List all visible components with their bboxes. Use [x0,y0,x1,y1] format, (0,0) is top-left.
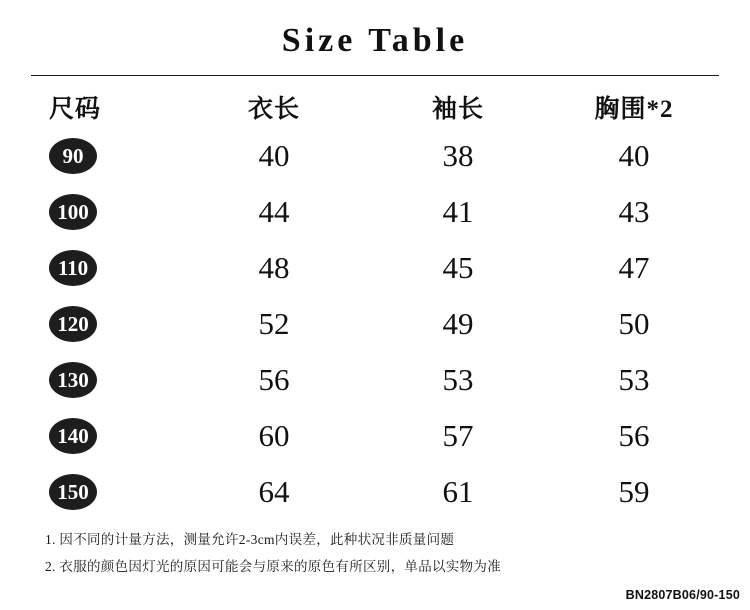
note-measurement: 1. 因不同的计量方法，测量允许2-3cm内误差，此种状况非质量问题 [45,532,455,548]
cell-sleeve [367,362,549,398]
value-sleeve: 49 [442,306,474,342]
value-chest: 47 [618,250,650,286]
cell-size [31,474,181,510]
table-header-row [31,86,719,128]
table-row [31,296,719,352]
header-cell-length [181,89,367,125]
table-row [31,464,719,520]
value-length: 64 [258,474,290,510]
cell-size [31,138,181,174]
value-length: 52 [258,306,290,342]
cell-sleeve [367,418,549,454]
value-length: 48 [258,250,290,286]
value-chest: 59 [618,474,650,510]
cell-chest [549,474,719,510]
table-row [31,408,719,464]
value-sleeve: 61 [442,474,474,510]
value-sleeve: 57 [442,418,474,454]
cell-chest [549,250,719,286]
notes-section [31,526,719,580]
cell-size [31,194,181,230]
cell-length [181,418,367,454]
header-label-chest: 胸围*2 [594,96,674,124]
size-badge: 100 [49,194,97,230]
cell-chest [549,362,719,398]
cell-sleeve [367,474,549,510]
cell-chest [549,194,719,230]
size-badge: 150 [49,474,97,510]
size-badge: 90 [49,138,97,174]
cell-chest [549,418,719,454]
cell-sleeve [367,194,549,230]
cell-chest [549,306,719,342]
cell-sleeve [367,250,549,286]
value-sleeve: 38 [442,138,474,174]
note-color: 2. 衣服的颜色因灯光的原因可能会与原来的原色有所区别，单品以实物为准 [45,559,501,575]
value-sleeve: 53 [442,362,474,398]
header-cell-size [31,89,181,125]
table-row [31,184,719,240]
table-row [31,352,719,408]
size-badge: 120 [49,306,97,342]
value-chest: 43 [618,194,650,230]
table-row [31,128,719,184]
cell-length [181,362,367,398]
cell-size [31,418,181,454]
cell-length [181,138,367,174]
cell-size [31,250,181,286]
table-row [31,240,719,296]
cell-length [181,250,367,286]
cell-length [181,306,367,342]
header-cell-chest [549,89,719,125]
cell-sleeve [367,138,549,174]
header-label-size: 尺码 [49,96,102,124]
value-length: 56 [258,362,290,398]
size-table [31,76,719,520]
cell-length [181,194,367,230]
value-sleeve: 41 [442,194,474,230]
page-title: Size Table [281,22,469,59]
value-sleeve: 45 [442,250,474,286]
value-chest: 40 [618,138,650,174]
value-length: 60 [258,418,290,454]
value-length: 44 [258,194,290,230]
cell-length [181,474,367,510]
cell-size [31,306,181,342]
cell-chest [549,138,719,174]
value-chest: 50 [618,306,650,342]
value-length: 40 [258,138,290,174]
header-label-sleeve: 袖长 [431,96,484,124]
cell-sleeve [367,306,549,342]
value-chest: 56 [618,418,650,454]
header-label-length: 衣长 [247,96,300,124]
value-chest: 53 [618,362,650,398]
header-cell-sleeve [367,89,549,125]
product-code: BN2807B06/90-150 [625,588,740,602]
size-badge: 140 [49,418,97,454]
size-badge: 130 [49,362,97,398]
cell-size [31,362,181,398]
size-badge: 110 [49,250,97,286]
